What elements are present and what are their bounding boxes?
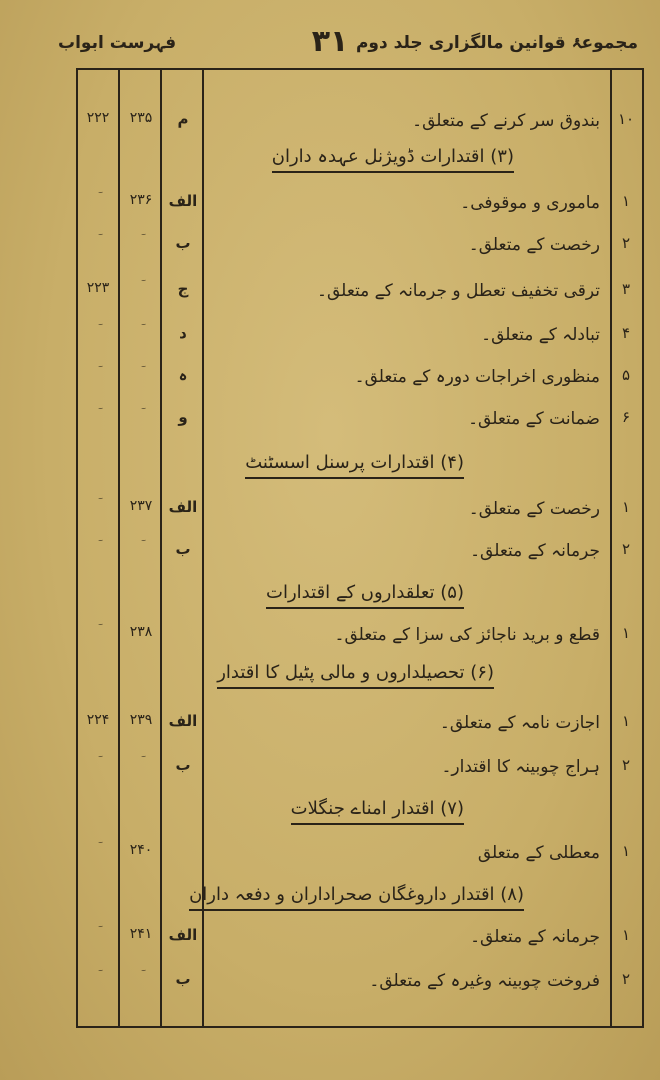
row-number: ۱ bbox=[621, 842, 631, 860]
row-subsection: الف bbox=[168, 926, 198, 944]
table-row bbox=[76, 110, 644, 140]
row-number: ۱ bbox=[621, 498, 631, 516]
section-heading: (۵) تعلقداروں کے اقتدارات bbox=[266, 582, 464, 609]
row-text: تبادلہ کے متعلق۔ bbox=[481, 325, 600, 345]
table-row bbox=[76, 324, 644, 354]
row-text: قطع و برید ناجائز کی سزا کے متعلق۔ bbox=[334, 625, 600, 645]
row-number: ۱ bbox=[621, 712, 631, 730]
row-text: ضمانت کے متعلق۔ bbox=[468, 409, 600, 429]
row-page bbox=[78, 926, 118, 942]
row-page: ۲۲۴ bbox=[86, 712, 110, 728]
row-number: ۱ bbox=[621, 624, 631, 642]
row-number: ۶ bbox=[621, 408, 631, 426]
row-text: فروخت چوبینہ وغیرہ کے متعلق۔ bbox=[369, 971, 600, 991]
row-number: ۱۰ bbox=[617, 110, 635, 128]
table-row bbox=[76, 280, 644, 310]
table-row bbox=[76, 926, 644, 956]
section-heading: (۳) اقتدارات ڈویژنل عہدہ داران bbox=[272, 146, 514, 173]
row-subsection: م bbox=[177, 110, 189, 128]
table-row bbox=[76, 192, 644, 222]
section-heading: (۸) اقتدار داروغگان صحراداران و دفعہ داران bbox=[189, 884, 524, 911]
row-text: معطلی کے متعلق bbox=[477, 843, 600, 863]
row-text: بندوق سر کرنے کے متعلق۔ bbox=[412, 111, 600, 131]
row-subsection: د bbox=[179, 324, 187, 342]
row-section bbox=[120, 280, 162, 296]
row-section bbox=[120, 324, 162, 340]
row-text: ہراج چوبینہ کا اقتدار۔ bbox=[441, 757, 600, 777]
row-section bbox=[120, 234, 162, 250]
table-row bbox=[76, 540, 644, 570]
row-number: ۲ bbox=[621, 756, 631, 774]
row-subsection: ج bbox=[177, 280, 189, 298]
table-row bbox=[76, 970, 644, 1000]
running-title: مجموعۂ قوانین مالگزاری جلد دوم bbox=[355, 33, 638, 53]
row-number: ۴ bbox=[621, 324, 631, 342]
row-text: رخصت کے متعلق۔ bbox=[468, 235, 600, 255]
table-row bbox=[76, 756, 644, 786]
row-number: ۲ bbox=[621, 970, 631, 988]
row-page bbox=[78, 970, 118, 986]
row-number: ۲ bbox=[621, 234, 631, 252]
row-section: ۲۳۹ bbox=[129, 712, 153, 728]
table-row bbox=[76, 712, 644, 742]
row-number: ۱ bbox=[621, 926, 631, 944]
row-page bbox=[78, 234, 118, 250]
section-heading: (۷) اقتدار امناے جنگلات bbox=[291, 798, 464, 825]
row-section: ۲۳۵ bbox=[129, 110, 153, 126]
row-section: ۲۴۱ bbox=[129, 926, 153, 942]
row-number: ۲ bbox=[621, 540, 631, 558]
table-row bbox=[76, 408, 644, 438]
section-heading: (۶) تحصیلداروں و مالی پٹیل کا اقتدار bbox=[217, 662, 494, 689]
row-page bbox=[78, 498, 118, 514]
row-text: رخصت کے متعلق۔ bbox=[468, 499, 600, 519]
row-section bbox=[120, 408, 162, 424]
row-page: ۲۲۳ bbox=[86, 280, 110, 296]
row-subsection: الف bbox=[168, 498, 198, 516]
row-text: منظوری اخراجات دورہ کے متعلق۔ bbox=[354, 367, 600, 387]
row-subsection: ب bbox=[175, 540, 191, 558]
row-subsection: ہ bbox=[178, 366, 188, 384]
row-number: ۳ bbox=[621, 280, 631, 298]
table-row bbox=[76, 842, 644, 872]
row-section: ۲۳۷ bbox=[129, 498, 153, 514]
table-row bbox=[76, 498, 644, 528]
row-text: ماموری و موقوفی۔ bbox=[460, 193, 600, 213]
row-text: اجازت نامہ کے متعلق۔ bbox=[439, 713, 600, 733]
row-number: ۵ bbox=[621, 366, 631, 384]
row-page bbox=[78, 408, 118, 424]
row-page bbox=[78, 324, 118, 340]
row-text: جرمانہ کے متعلق۔ bbox=[470, 541, 600, 561]
row-page bbox=[78, 842, 118, 858]
row-subsection: ب bbox=[175, 234, 191, 252]
row-page bbox=[78, 756, 118, 772]
row-section bbox=[120, 756, 162, 772]
row-text: ترقی تخفیف تعطل و جرمانہ کے متعلق۔ bbox=[317, 281, 600, 301]
row-subsection: الف bbox=[168, 192, 198, 210]
row-section: ۲۳۶ bbox=[129, 192, 153, 208]
page-number: ۳۱ bbox=[311, 24, 349, 59]
row-subsection: ب bbox=[175, 756, 191, 774]
row-page bbox=[78, 540, 118, 556]
row-text: جرمانہ کے متعلق۔ bbox=[470, 927, 600, 947]
row-page bbox=[78, 366, 118, 382]
row-section bbox=[120, 970, 162, 986]
row-page: ۲۲۲ bbox=[86, 110, 110, 126]
row-subsection: الف bbox=[168, 712, 198, 730]
section-title: فہرست ابواب bbox=[58, 33, 177, 53]
row-section: ۲۳۸ bbox=[129, 624, 153, 640]
table-row bbox=[76, 234, 644, 264]
row-number: ۱ bbox=[621, 192, 631, 210]
row-section bbox=[120, 540, 162, 556]
table-row bbox=[76, 366, 644, 396]
row-subsection: ب bbox=[175, 970, 191, 988]
row-subsection: و bbox=[178, 408, 188, 426]
row-section bbox=[120, 366, 162, 382]
row-page bbox=[78, 192, 118, 208]
row-section: ۲۴۰ bbox=[129, 842, 153, 858]
table-row bbox=[76, 624, 644, 654]
section-heading: (۴) اقتدارات پرسنل اسسٹنٹ bbox=[245, 452, 464, 479]
row-page bbox=[78, 624, 118, 640]
